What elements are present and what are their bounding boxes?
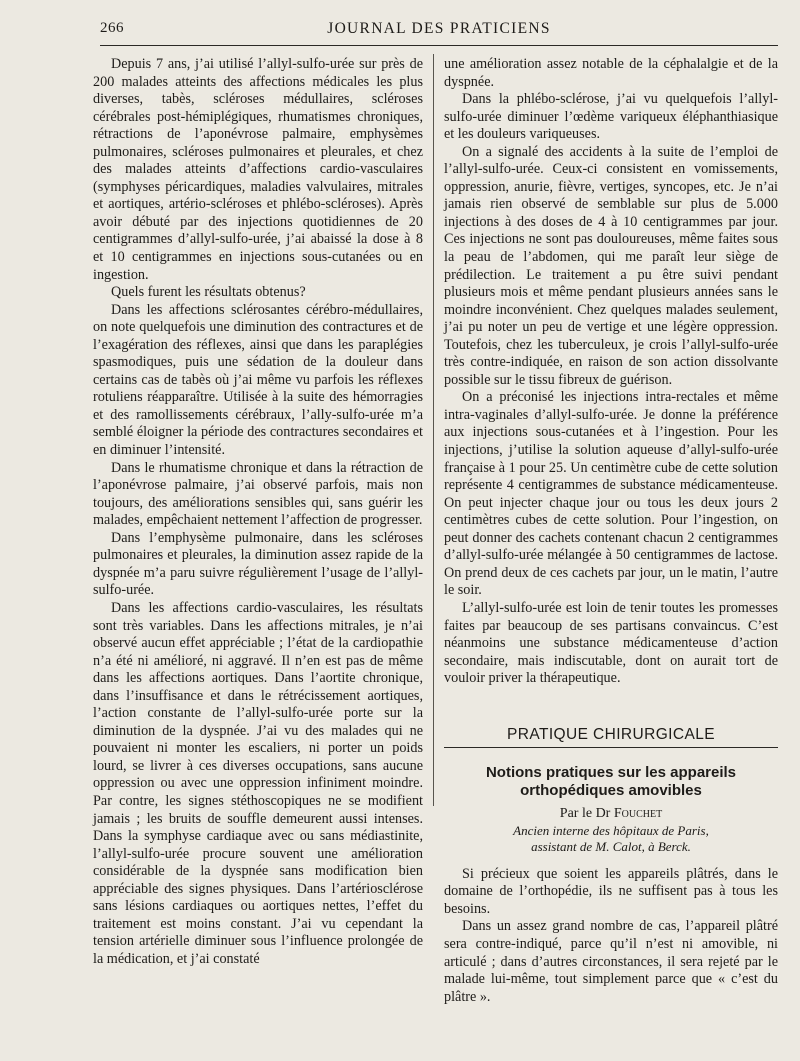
author-name: Fouchet <box>613 806 663 822</box>
author-affiliation: Ancien interne des hôpitaux de Paris, <box>513 822 709 838</box>
paragraph: On a signalé des accidents à la suite de l’emploi de l’allyl-sulfo-urée. Ceux-ci consistent en vomissements, oppression, anurie, fièvre, vertiges, syncopes, etc. Je n’ai jamais rien observé de semblable sur plus de 5.000 injections à des doses de 4 à 10 centigrammes par jour. Ces injections ne sont pas douloureuses, même faites sous la peau de l’abdomen, qui me paraît leur siège de prédilection. Le traitement a pu être suivi pendant plusieurs mois et même pendant plusieurs années sans le moindre inconvénient. Chez quelques malades seulement, j’ai pu noter un peu de vertige et une légère oppression. Toutefois, chez les tuberculeux, je crois l’allyl-sulfo-urée très contre-indiquée, en raison de son action dissolvante possible sur le tissu fibreux de guérison. <box>444 143 778 388</box>
paragraph: Quels furent les résultats obtenus? <box>111 284 306 301</box>
paragraph: Dans la phlébo-sclérose, j’ai vu quelquefois l’allyl-sulfo-urée diminuer l’œdème variqueux éléphanthiasique et les douleurs variqueuses. <box>444 91 778 143</box>
paragraph: On a préconisé les injections intra-rectales et même intra-vaginales d’allyl-sulfo-urée. Je donne la préférence aux injections sous-cutanées et à l’ingestion. Pour les injections, j’utilise la solution aqueuse d’allyl-sulfo-urée française à 1 pour 25. Un centimètre cube de cette solution représente 4 centigrammes de substance médicamenteuse. On peut injecter chaque jour ou tous les deux jours 2 centimètres cubes de cette solution. Pour l’ingestion, on peut donner des cachets contenant chacun 2 centigrammes d’allyl-sulfo-urée mélangée à 50 centigrammes de lactose. On prend deux de ces cachets par jour, un le matin, l’autre le soir. <box>444 389 778 599</box>
paragraph: L’allyl-sulfo-urée est loin de tenir toutes les promesses faites par beaucoup de ses partisans convaincus. C’est néanmoins une substance médicamenteuse d’action secondaire, mais indiscutable, dont on aurait tort de vouloir priver la thérapeutique. <box>444 599 778 687</box>
journal-title: JOURNAL DES PRATICIENS <box>327 20 551 37</box>
page-number: 266 <box>100 20 124 36</box>
article-title: Notions pratiques sur les appareils orthopédiques amovibles <box>485 764 737 800</box>
right-column <box>444 56 778 1006</box>
running-header <box>100 18 778 42</box>
paragraph: Dans l’emphysème pulmonaire, dans les scléroses pulmonaires et pleurales, la diminution assez rapide de la dyspnée m’a paru suivre régulièrement l’usage de l’allyl-sulfo-urée. <box>93 529 423 599</box>
left-column <box>93 56 423 968</box>
continued-paragraph: une amélioration assez notable de la céphalalgie et de la dyspnée. <box>444 56 778 90</box>
paragraph: Dans un assez grand nombre de cas, l’appareil plâtré sera contre-indiqué, parce qu’il n’est ni amovible, ni articulé ; dans d’autres circonstances, il sera rejeté par le malade lui-même, tout simplement parce que « c’est du plâtre ». <box>444 918 778 1005</box>
byline <box>444 805 778 823</box>
header-rule <box>100 45 778 46</box>
column-divider <box>433 54 434 806</box>
author-affiliation: assistant de M. Calot, à Berck. <box>531 838 691 854</box>
paragraph: Si précieux que soient les appareils plâtrés, dans le domaine de l’orthopédie, ils ne suffisent pas à tous les besoins. <box>444 865 778 917</box>
paragraph: Depuis 7 ans, j’ai utilisé l’allyl-sulfo-urée sur près de 200 malades atteints des affections médicales les plus diverses, tabès, scléroses médullaires, scléroses cérébrales post-hémiplégiques, rhumatismes chroniques, rétractions de l’aponévrose palmaire, emphysèmes pulmonaires, scléroses pulmonaires et pleurales, et chez des malades atteints d’affections cardio-vasculaires (symphyses péricardiques, maladies valvulaires, mitrales et aortiques, artério-scléroses et phlébo-scléroses). Après avoir débuté par des injections quotidiennes de 20 centigrammes d’allyl-sulfo-urée, j’ai abaissé la dose à 8 et 10 centigrammes en injections sous-cutanées ou en ingestion. <box>93 56 423 283</box>
paragraph: Dans les affections cardio-vasculaires, les résultats sont très variables. Dans les affections mitrales, je n’ai observé aucun effet appréciable ; l’état de la cardiopathie n’a été ni amélioré, ni aggravé. Il n’en est pas de même dans les affections aortiques. Dans l’aortite chronique, dans l’insuffisance et dans le rétrécissement aortiques, l’action constante de l’allyl-sulfo-urée porte sur la diminution de la dyspnée. J’ai vu des malades qui ne pouvaient ni monter les escaliers, ni porter un poids lourd, se livrer à ces diverses occupations, sans aucune oppression ou avec une oppression infiniment moindre. Par contre, les signes stéthoscopiques ne se modifient jamais ; les bruits de souffle demeurent aussi intenses. Dans la symphyse cardiaque avec ou sans médiastinite, l’allyl-sulfo-urée procure souvent une amélioration considérable de la dyspnée sans modification bien appréciable des signes physiques. Dans l’artériosclérose sans lésions cardiaques ou aortiques nettes, l’effet du traitement est moins constant. J’ai vu cependant la tension artérielle diminuer sous l’influence prolongée de la médication, et j’ai constaté <box>93 599 423 967</box>
section-rule <box>444 747 778 748</box>
section-heading: PRATIQUE CHIRURGICALE <box>507 725 715 743</box>
byline-prefix: Par le Dr <box>559 806 611 822</box>
paragraph: Dans les affections sclérosantes cérébro-médullaires, on note quelquefois une diminution des contractures et de l’exagération des réflexes, ainsi que dans les paraplégies spasmodiques, puis une sédation de la douleur dans certains cas de tabès où j’ai même vu parfois les réflexes rotuliens réapparaître. Utilisée à la suite des hémorragies et des ramollissements cérébraux, l’ally-sulfo-urée m’a semblé éloigner la période des contractures secondaires et en diminuer l’intensité. <box>93 301 423 459</box>
paragraph: Dans le rhumatisme chronique et dans la rétraction de l’aponévrose palmaire, j’ai observé parfois, mais non toujours, des améliorations sensibles qui, sans guérir les malades, empêchaient nettement l’affection de progresser. <box>93 459 423 529</box>
